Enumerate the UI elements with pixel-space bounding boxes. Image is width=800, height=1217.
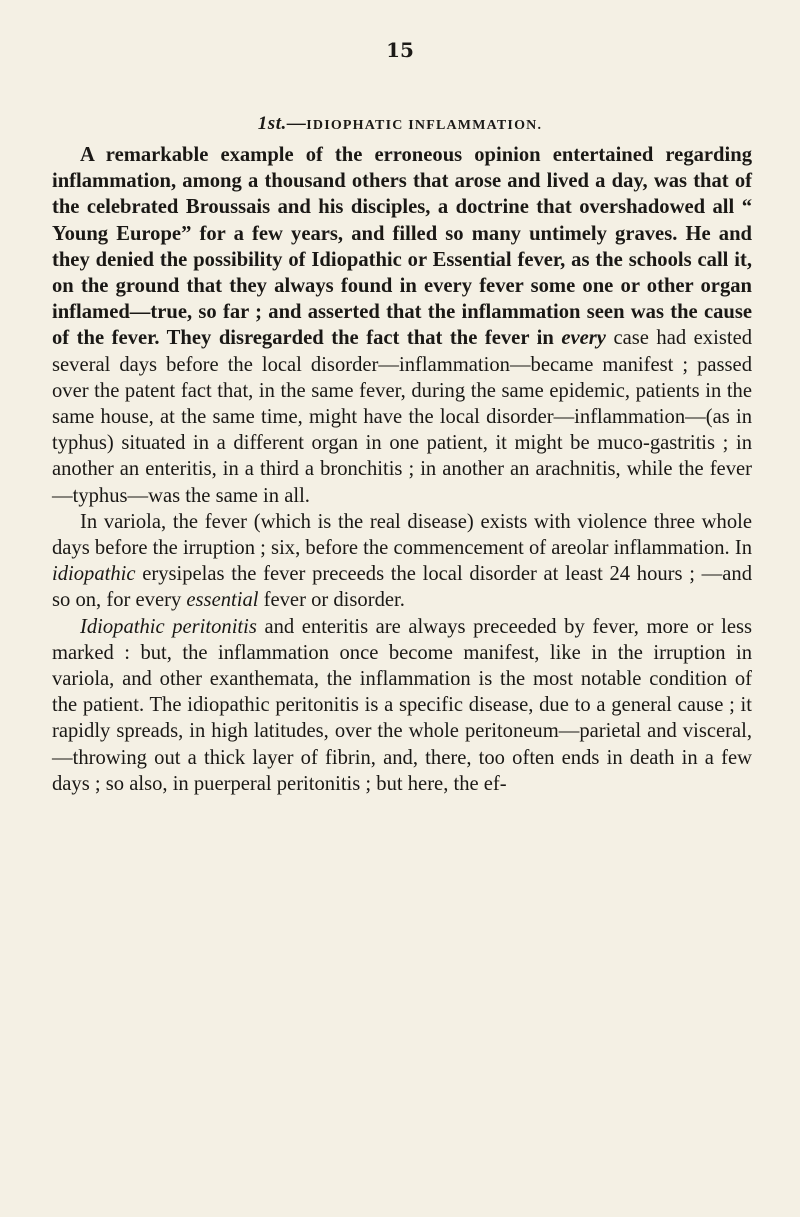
body-text: [52, 142, 752, 797]
paragraph-2-segment-1: In variola, the fever (which is the real disease) exists with violence three whole days before the irruption ; six, before the commencement of areolar inflammation. In: [52, 510, 752, 560]
paragraph-2-segment-5: fever or disorder.: [258, 589, 405, 612]
paragraph-1-segment-2: every: [561, 327, 606, 350]
section-ordinal: 1st.: [257, 113, 287, 134]
paragraph-1-segment-3: case had existed several days before the local disorder—inflammation—became manifest ; passed over the patent fact that, in the same fever, during the same epidemic, patients in the same house, at the same time, might have the local disorder—inflammation—(as in typhus) situated in a different organ in one patient, it might be muco-gastritis ; in another an enteritis, in a third a bronchitis ; in another an arachnitis, while the fever—typhus—was the same in all.: [52, 327, 753, 507]
paragraph-2-segment-4: essential: [186, 589, 259, 612]
paragraph-2-segment-3: erysipelas the fever preceeds the local disorder at least 24 hours ; —and so on, for every: [52, 563, 752, 612]
section-dash: —: [286, 113, 307, 134]
section-title: IDIOPHATIC INFLAMMATION.: [306, 118, 543, 133]
paragraph-3-segment-1: Idiopathic peritonitis: [80, 615, 257, 638]
section-heading: [0, 113, 800, 135]
paragraph-3-segment-2: and enteritis are always preceeded by fever, more or less marked : but, the inflammation once become manifest, like in the irruption in variola, and other exanthemata, the inflammation is the most notable condition of the patient. The idiopathic peritonitis is a specific disease, due to a general cause ; it rapidly spreads, in high latitudes, over the whole peritoneum—parietal and visceral,—throwing out a thick layer of fibrin, and, there, too often ends in death in a few days ; so also, in puerperal peritonitis ; but here, the ef-: [52, 615, 752, 795]
paragraph-3: [52, 614, 752, 797]
page-number: 15: [386, 38, 414, 62]
paragraph-2: [52, 509, 752, 614]
paragraph-1: [52, 142, 752, 509]
paragraph-1-segment-1: A remarkable example of the erroneous opinion entertained regarding inflammation, among a thousand others that arose and lived a day, was that of the celebrated Broussais and his disciples, a doctrine that overshadowed all “ Young Europe” for a few years, and filled so many untimely graves. He and they denied the possibility of Idiopathic or Essential fever, as the schools call it, on the ground that they always found in every fever some one or other organ inflamed—true, so far ; and asserted that the inflammation seen was the cause of the fever. They disregarded the fact that the fever in: [52, 144, 752, 350]
paragraph-2-segment-2: idiopathic: [52, 563, 136, 586]
